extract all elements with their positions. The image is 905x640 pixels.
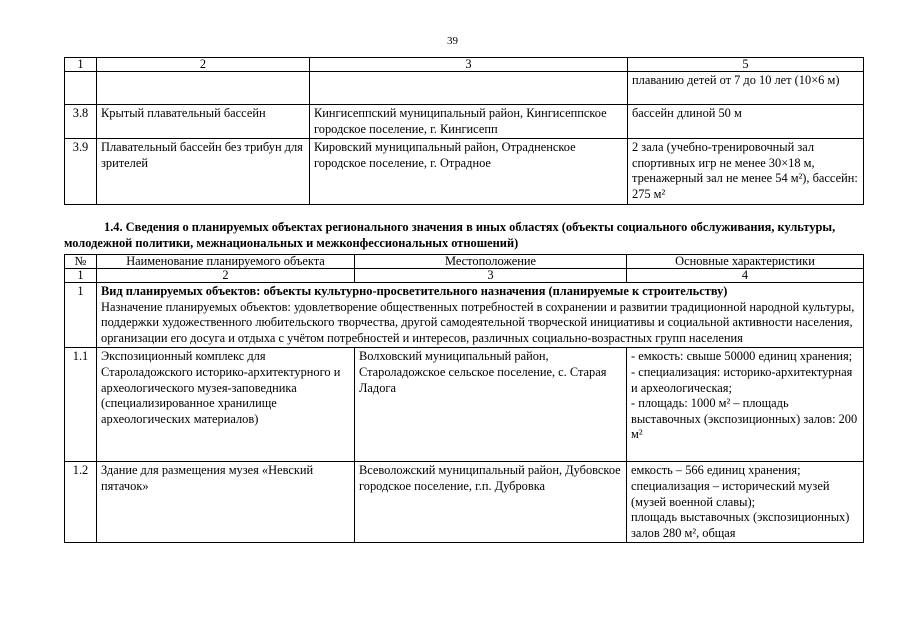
table-header-row	[65, 255, 864, 269]
object-characteristics: плаванию детей от 7 до 10 лет (10×6 м)	[628, 72, 864, 105]
table-planned-objects	[64, 254, 864, 543]
object-name: Экспозиционный комплекс для Староладожского историко-архитектурного и археологического музея-заповедника (специализированное хранилище археологических материалов)	[97, 348, 355, 462]
column-header: Основные характеристики	[627, 255, 864, 269]
column-number: 1	[65, 269, 97, 283]
group-title: Вид планируемых объектов: объекты культурно-просветительного назначения (планируемые к строительству)	[101, 284, 728, 298]
row-number: 3.9	[65, 139, 97, 204]
object-characteristics: бассейн длиной 50 м	[628, 105, 864, 139]
object-characteristics: 2 зала (учебно-тренировочный зал спортивных игр не менее 30×18 м, тренажерный зал не менее 54 м²), бассейн: 275 м²	[628, 139, 864, 204]
group-description	[97, 283, 864, 348]
object-characteristics	[627, 348, 864, 462]
section-heading-text: 1.4. Сведения о планируемых объектах регионального значения в иных областях (объекты социального обслуживания, культуры, молодежной политики, межнациональных и межконфессиональных отношений)	[64, 220, 836, 250]
column-header: Наименование планируемого объекта	[97, 255, 355, 269]
object-name	[97, 72, 310, 105]
column-number: 1	[65, 58, 97, 72]
table-row	[65, 105, 864, 139]
column-number: 3	[355, 269, 627, 283]
column-number: 4	[627, 269, 864, 283]
page-number: 39	[447, 35, 458, 47]
object-location: Кировский муниципальный район, Отрадненское городское поселение, г. Отрадное	[310, 139, 628, 204]
table-number-row	[65, 269, 864, 283]
group-number: 1	[65, 283, 97, 348]
object-name: Плавательный бассейн без трибун для зрителей	[97, 139, 310, 204]
table-header-row	[65, 58, 864, 72]
column-number: 2	[97, 58, 310, 72]
characteristic-line: площадь выставочных (экспозиционных) залов 280 м², общая	[631, 510, 850, 540]
characteristic-line: специализация – исторический музей (музей военной славы);	[631, 478, 830, 509]
table-row	[65, 462, 864, 543]
object-characteristics	[627, 462, 864, 543]
characteristic-line: - площадь: 1000 м² – площадь выставочных (экспозиционных) залов: 200 м²	[631, 396, 858, 442]
row-number: 1.2	[65, 462, 97, 543]
object-name: Здание для размещения музея «Невский пятачок»	[97, 462, 355, 543]
characteristic-line: - емкость: свыше 50000 единиц хранения;	[631, 349, 853, 364]
row-number	[65, 72, 97, 105]
characteristic-line: емкость – 566 единиц хранения;	[631, 463, 801, 478]
object-location: Кингисеппский муниципальный район, Кингисеппское городское поселение, г. Кингисепп	[310, 105, 628, 139]
section-heading	[64, 219, 863, 251]
row-number: 3.8	[65, 105, 97, 139]
column-header: Местоположение	[355, 255, 627, 269]
column-number: 5	[628, 58, 864, 72]
column-header: №	[65, 255, 97, 269]
table-group-row	[65, 283, 864, 348]
object-location: Всеволожский муниципальный район, Дубовское городское поселение, г.п. Дубровка	[355, 462, 627, 543]
object-location	[310, 72, 628, 105]
table-row	[65, 72, 864, 105]
row-number: 1.1	[65, 348, 97, 462]
characteristic-line: - специализация: историко-архитектурная и археологическая;	[631, 364, 853, 395]
column-number: 3	[310, 58, 628, 72]
object-name: Крытый плавательный бассейн	[97, 105, 310, 139]
table-row	[65, 348, 864, 462]
table-row	[65, 139, 864, 204]
group-purpose: Назначение планируемых объектов: удовлетворение общественных потребностей в сохранении и развитии традиционной народной культуры, поддержки художественного любительского творчества, другой самодеятельной творческой инициативы и социальной активности населения, организации его досуга и отдыха с учётом потребностей и интересов, различных социально-возрастных групп населения	[101, 299, 855, 345]
object-location: Волховский муниципальный район, Староладожское сельское поселение, с. Старая Ладога	[355, 348, 627, 462]
column-number: 2	[97, 269, 355, 283]
table-sport-facilities	[64, 57, 864, 205]
